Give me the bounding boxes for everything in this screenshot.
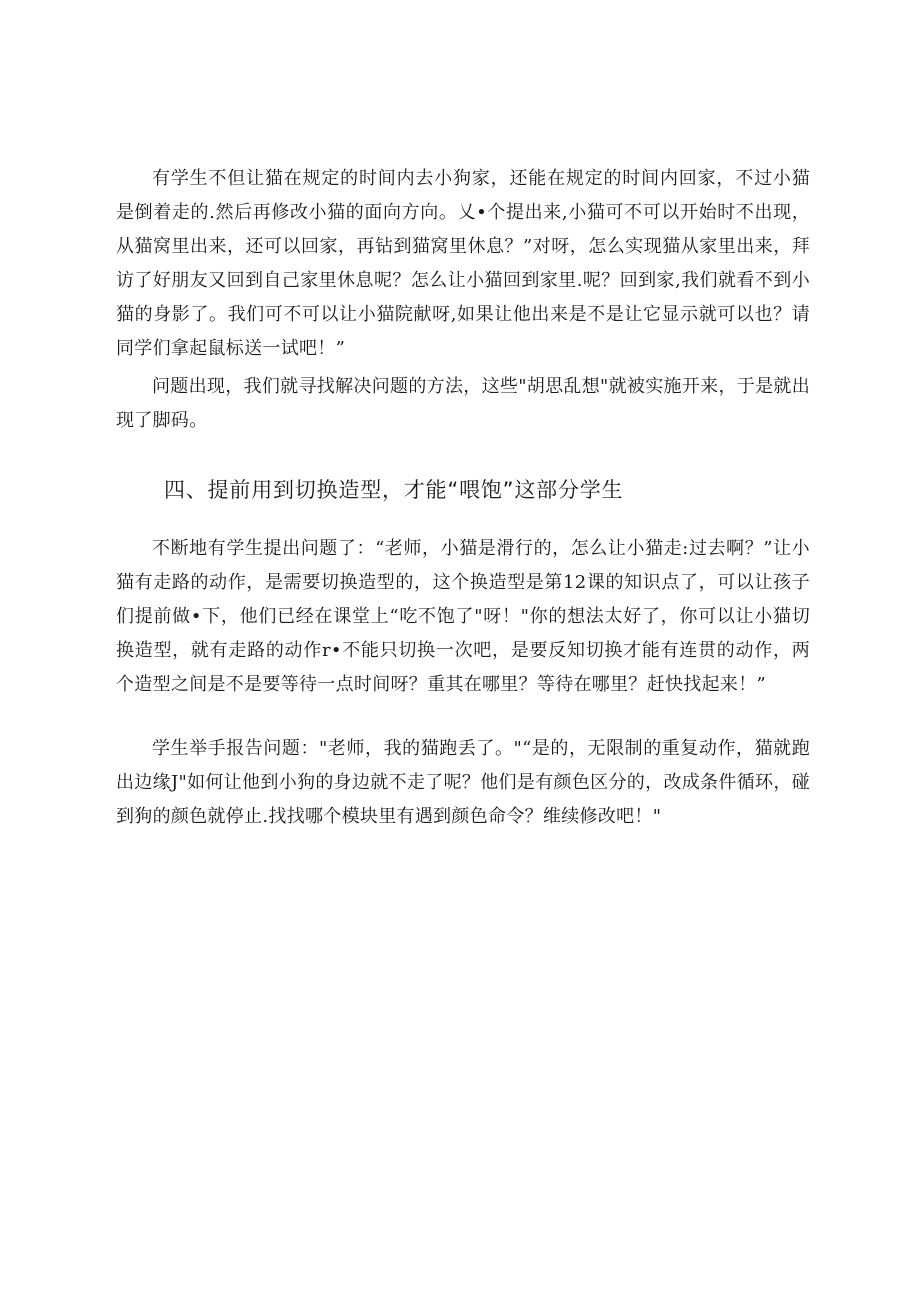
paragraph-problem-solving: 问题出现，我们就寻找解决问题的方法，这些"胡思乱想"就被实施开来，于是就出现了脚码。 [116,376,810,431]
paragraph-cat-return-home: 有学生不但让猫在规定的时间内去小狗家，还能在规定的时间内回家，不过小猫是倒着走的.然后再修改小猫的面向方向。乂•个提出来,小猫可不可以开始时不出现，从猫窝里出来，还可以回家，再钻到猫窝里休息？”对呀，怎么实现猫从家里出来，拜访了好朋友又回到自己家里休息呢？怎么让小猫回到家里.呢？回到家,我们就看不到小猫的身影了。我们可不可以让小猫院献呀,如果让他出来是不是让它显示就可以也？请同学们拿起鼠标送一试吧！” [116,168,810,359]
paragraph-cat-runs-off: 学生举手报告问题："老师，我的猫跑丢了。"“是的，无限制的重复动作，猫就跑出边缘J"如何让他到小狗的身边就不走了呢？他们是有颜色区分的，改成条件循环，碰到狗的颜色就停止.找找哪个模块里有遇到颜色命令？维续修改吧！" [116,738,810,827]
paragraph-switch-costume: 不断地有学生提出问题了：“老师，小猫是滑行的，怎么让小猫走:过去啊？”让小猫有走路的动作，是需要切换造型的，这个换造型是第12课的知识点了，可以让孩子们提前做•下，他们已经在课堂上“吃不饱了"呀！"你的想法太好了，你可以让小猫切换造型，就有走路的动作r•不能只切换一次吧，是要反知切换才能有连贯的动作，两个造型之间是不是要等待一点时间呀？重其在哪里？等待在哪里？赶快找起来！” [116,538,810,695]
section-heading: 四、提前用到切换造型，才能“喂饱”这部分学生 [164,478,624,502]
